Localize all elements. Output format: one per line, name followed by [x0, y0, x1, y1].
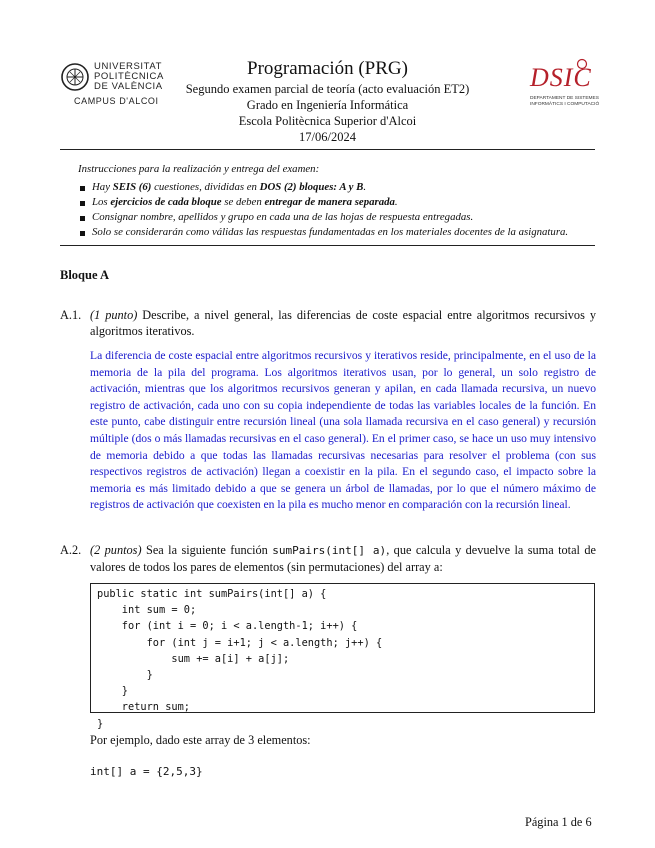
function-signature: sumPairs(int[] a): [272, 544, 387, 557]
university-name-line-3: DE VALÈNCIA: [94, 81, 163, 92]
example-text: Por ejemplo, dado este array de 3 elementos:: [90, 733, 311, 747]
question-text: (2 puntos) Sea la siguiente función sumPairs(int[] a), que calcula y devuelve la suma total de valores de todos los pares de elementos (sin permutaciones) del array a:: [90, 543, 596, 574]
example-array: int[] a = {2,5,3}: [90, 765, 203, 778]
course-title: Programación (PRG): [247, 58, 408, 79]
university-crest-icon: [60, 62, 90, 92]
question-a1: [60, 307, 596, 339]
department-name-line-2: INFORMÀTICS I COMPUTACIÓ: [530, 101, 600, 107]
instruction-item: Los ejercicios de cada bloque se deben entregar de manera separada.: [78, 195, 598, 210]
exam-name: Segundo examen parcial de teoría (acto evaluación ET2): [185, 82, 470, 96]
school-name: Escola Politècnica Superior d'Alcoi: [238, 114, 417, 128]
department-name: [530, 96, 599, 107]
campus-name: CAMPUS D'ALCOI: [74, 96, 159, 106]
instruction-item: Solo se considerarán como válidas las respuestas fundamentadas en los materiales docentes de la asignatura.: [78, 225, 598, 240]
code-block: public static int sumPairs(int[] a) { int sum = 0; for (int i = 0; i < a.length-1; i++) { for (int j = i+1; j < a.length; j++) { sum += a[i] + a[j]; } } return sum; }: [90, 583, 595, 713]
instructions-list: [78, 180, 598, 240]
university-name: [94, 62, 164, 92]
question-text: (1 punto) Describe, a nivel general, las diferencias de coste espacial entre algoritmos recursivos y algoritmos iterativos.: [90, 308, 596, 338]
instructions: [78, 162, 598, 240]
department-logo: [530, 58, 598, 110]
university-name-line-1: UNIVERSITAT: [94, 61, 163, 72]
exam-header: [160, 58, 495, 145]
page-number: Página 1 de 6: [525, 815, 592, 829]
university-logo: [60, 60, 164, 108]
header-divider: [60, 149, 595, 150]
instruction-item: Hay SEIS (6) cuestiones, divididas en DOS (2) bloques: A y B.: [78, 180, 598, 195]
department-logo-word: DSIC: [530, 63, 592, 92]
instruction-item: Consignar nombre, apellidos y grupo en cada una de las hojas de respuesta entregadas.: [78, 210, 598, 225]
department-name-line-1: DEPARTAMENT DE SISTEMES: [530, 96, 599, 101]
degree-name: Grado en Ingeniería Informática: [246, 98, 409, 112]
instructions-divider: [60, 245, 595, 246]
exam-date: 17/06/2024: [299, 130, 356, 144]
instructions-heading: Instrucciones para la realización y entrega del examen:: [78, 163, 320, 175]
question-number: A.2.: [60, 543, 82, 557]
block-title: Bloque A: [60, 268, 109, 282]
question-a2: [60, 542, 596, 575]
question-number: A.1.: [60, 308, 82, 322]
answer-a1: La diferencia de coste espacial entre algoritmos recursivos y iterativos reside, principalmente, en el uso de la memoria de la pila del programa. Los algoritmos iterativos usan, por lo general, un solo registro de activación, mientras que los algoritmos recursivos generan y apilan, en cada llamada recursiva, un nuevo registro de activación, cada uno con su copia independiente de todas las variables locales de la función. En este punto, cabe distinguir entre recursión lineal (una sola llamada recursiva en el caso general) y recursión múltiple (dos o más llamadas recursivas en el caso general). En el primer caso, se hace un uso muy intensivo de memoria debido a que todas las llamadas recursivas necesarias para resolver el problema (con sus respectivos registros de activación) llegan a coexistir en la pila. En el segundo caso, el impacto sobre la memoria es más limitado debido a que se genera un árbol de llamadas, por lo que el número máximo de registros de activación que coexisten en la pila es mucho menor en comparación con la recursión lineal.: [90, 349, 596, 512]
university-name-line-2: POLITÈCNICA: [94, 71, 164, 82]
